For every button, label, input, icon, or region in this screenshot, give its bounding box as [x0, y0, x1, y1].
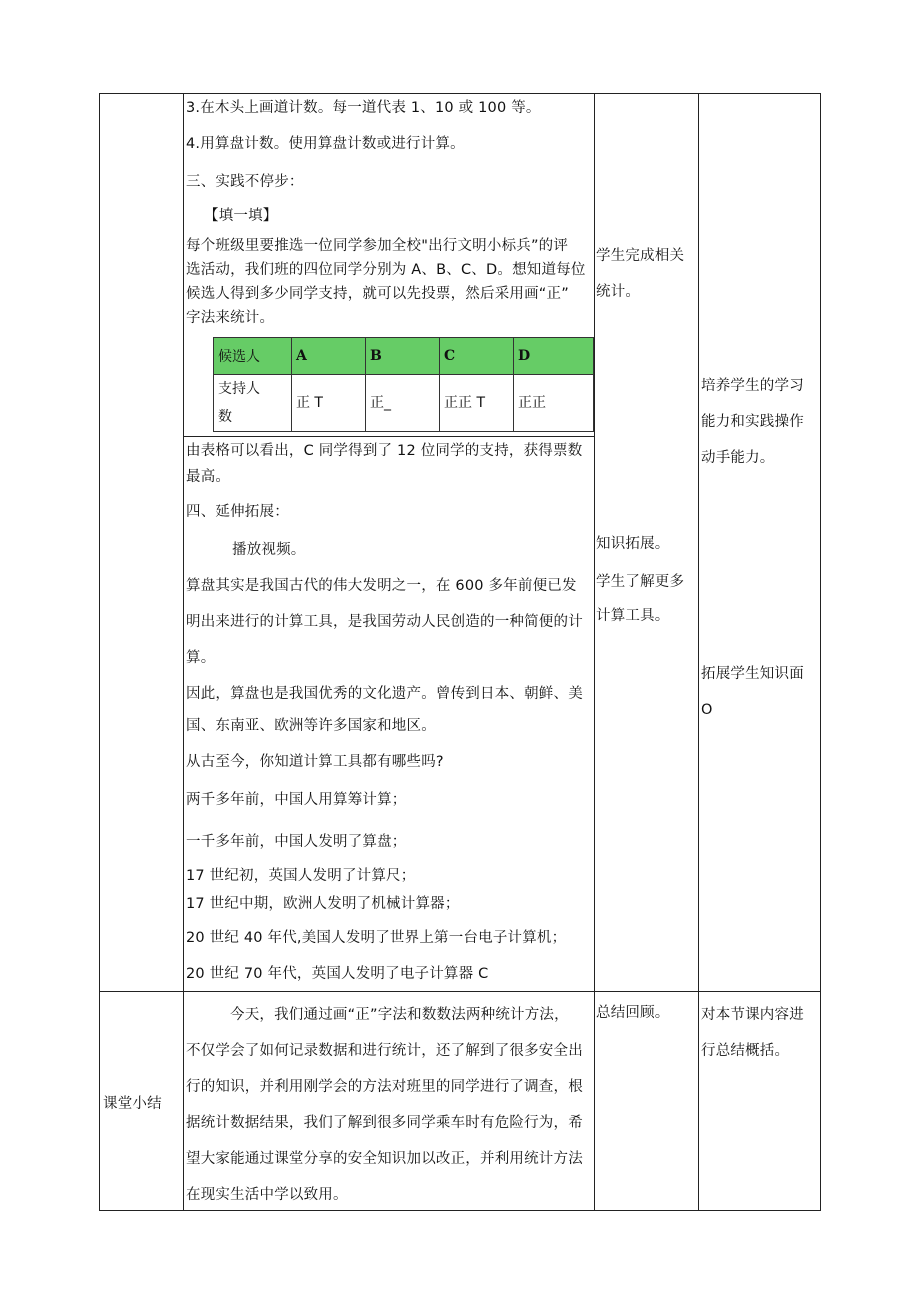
purpose-line: O: [701, 702, 713, 718]
purpose-line: 拓展学生知识面: [701, 666, 804, 682]
column-divider-3: [698, 93, 699, 1211]
table-border-bottom: [99, 1210, 821, 1211]
vote-tally-table: [213, 337, 594, 432]
content-line: 两千多年前，中国人用算筹计算；: [186, 792, 407, 808]
purpose-line: 培养学生的学习: [701, 378, 804, 394]
content-line: 由表格可以看出，C 同学得到了 12 位同学的支持，获得票数: [186, 443, 583, 459]
vote-row-label: [214, 375, 292, 432]
content-line: 算盘其实是我国古代的伟大发明之一，在 600 多年前便已发: [186, 578, 577, 594]
content-line: 20 世纪 40 年代,美国人发明了世界上第一台电子计算机；: [186, 930, 567, 946]
table-border-left: [99, 93, 100, 1211]
column-divider-1: [183, 93, 184, 1211]
content-line: 17 世纪中期，欧洲人发明了机械计算器；: [186, 896, 460, 912]
vote-tally-a: 正 T: [291, 375, 365, 432]
content-line: 候选人得到多少同学支持，就可以先投票，然后采用画“正”: [186, 286, 569, 302]
content-line: 播放视频。: [232, 542, 306, 558]
row-divider: [99, 991, 821, 992]
summary-line: 今天，我们通过画“正”字法和数数法两种统计方法，: [230, 1007, 569, 1023]
summary-purpose-line: 对本节课内容进: [701, 1007, 804, 1023]
vote-table-header-row: [214, 338, 594, 375]
vote-row-label-line: 数: [218, 409, 232, 425]
summary-purpose-line: 行总结概括。: [701, 1043, 790, 1059]
vote-tally-c: 正正 T: [440, 375, 514, 432]
summary-line: 望大家能通过课堂分享的安全知识加以改正，并利用统计方法: [186, 1151, 583, 1167]
stage-label: 课堂小结: [103, 1096, 162, 1112]
student-activity-line: 学生了解更多: [596, 574, 685, 590]
purpose-line: 能力和实践操作: [701, 414, 804, 430]
column-divider-2: [594, 93, 595, 1211]
vote-row-label-line: 支持人: [218, 381, 260, 397]
content-line: 因此，算盘也是我国优秀的文化遗产。曾传到日本、朝鲜、美: [186, 686, 583, 702]
content-line: 字法来统计。: [186, 310, 275, 326]
content-line: 最高。: [186, 469, 231, 485]
content-line: 3.在木头上画道计数。每一道代表 1、10 或 100 等。: [186, 100, 541, 116]
summary-line: 不仅学会了如何记录数据和进行统计，还了解到了很多安全出: [186, 1043, 583, 1059]
summary-student-line: 总结回顾。: [596, 1005, 670, 1021]
cell-divider: [183, 436, 595, 437]
content-line: 20 世纪 70 年代，英国人发明了电子计算器 C: [186, 966, 489, 982]
student-activity-line: 统计。: [596, 284, 641, 300]
summary-line: 行的知识，并利用刚学会的方法对班里的同学进行了调查，根: [186, 1079, 583, 1095]
student-activity-line: 学生完成相关: [596, 248, 685, 264]
vote-header-a: A: [291, 338, 365, 375]
section-heading: 三、实践不停步：: [186, 174, 304, 190]
content-line: 17 世纪初，英国人发明了计算尺；: [186, 868, 416, 884]
content-line: 算。: [186, 650, 216, 666]
purpose-line: 动手能力。: [701, 450, 775, 466]
content-line: 一千多年前，中国人发明了算盘；: [186, 834, 407, 850]
table-border-right: [820, 93, 821, 1211]
table-border-top: [99, 93, 821, 94]
vote-tally-b: 正_: [365, 375, 439, 432]
content-line: 每个班级里要推选一位同学参加全校"出行文明小标兵”的评: [186, 238, 569, 254]
section-heading: 四、延伸拓展：: [186, 504, 289, 520]
vote-table-tally-row: [214, 375, 594, 432]
vote-header-candidate: 候选人: [214, 338, 292, 375]
vote-header-d: D: [514, 338, 594, 375]
content-line: 明出来进行的计算工具，是我国劳动人民创造的一种简便的计: [186, 614, 583, 630]
student-activity-line: 知识拓展。: [596, 536, 670, 552]
content-line: 选活动，我们班的四位同学分别为 A、B、C、D。想知道每位: [186, 262, 586, 278]
content-line: 国、东南亚、欧洲等许多国家和地区。: [186, 718, 436, 734]
vote-header-c: C: [440, 338, 514, 375]
summary-line: 据统计数据结果，我们了解到很多同学乘车时有危险行为，希: [186, 1115, 583, 1131]
content-line: 从古至今，你知道计算工具都有哪些吗?: [186, 754, 444, 770]
content-line: 4.用算盘计数。使用算盘计数或进行计算。: [186, 136, 465, 152]
student-activity-line: 计算工具。: [596, 608, 670, 624]
vote-tally-d: 正正: [514, 375, 594, 432]
sub-heading: 【填一填】: [204, 208, 278, 224]
summary-line: 在现实生活中学以致用。: [186, 1187, 348, 1203]
vote-header-b: B: [365, 338, 439, 375]
